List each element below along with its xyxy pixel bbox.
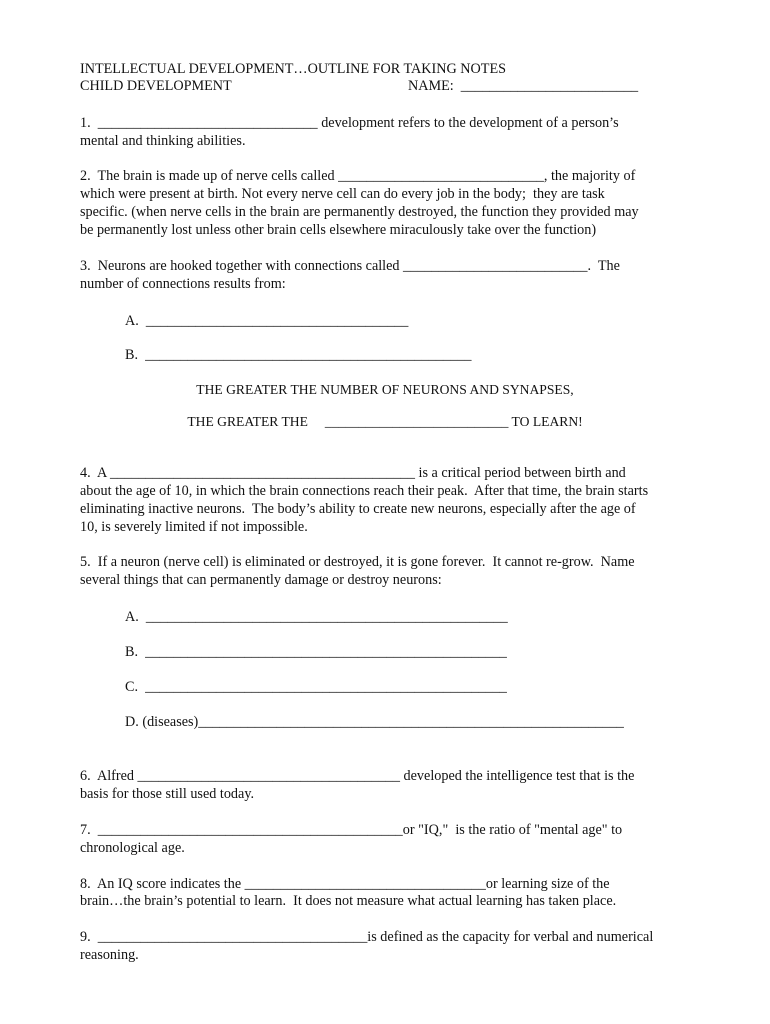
q5-line-1: 5. If a neuron (nerve cell) is eliminated or destroyed, it is gone forever. It cannot re-grow. Name (80, 554, 635, 570)
q3-line-2: number of connections results from: (80, 276, 286, 292)
q3-item-b: B. ______________________________________________ (125, 347, 472, 363)
q6-line-1: 6. Alfred _____________________________________ developed the intelligence test that is the (80, 768, 635, 784)
q9-line-1: 9. ______________________________________is defined as the capacity for verbal and numerical (80, 929, 654, 945)
q4-line-2: about the age of 10, in which the brain connections reach their peak. After that time, the brain starts (80, 483, 649, 499)
q3-item-a: A. _____________________________________ (125, 313, 409, 329)
q1-line-2: mental and thinking abilities. (80, 133, 246, 149)
worksheet-title: INTELLECTUAL DEVELOPMENT…OUTLINE FOR TAKING NOTES (80, 61, 507, 77)
q7-line-2: chronological age. (80, 840, 185, 856)
q4-line-1: 4. A ___________________________________________ is a critical period between birth and (80, 465, 626, 481)
q4-line-3: eliminating inactive neurons. The body’s ability to create new neurons, especially after the age of (80, 501, 636, 517)
q1-line-1: 1. _______________________________ development refers to the development of a person’s (80, 115, 619, 131)
q9-line-2: reasoning. (80, 947, 139, 963)
q2-line-3: specific. (when nerve cells in the brain are permanently destroyed, the function they provided may (80, 204, 639, 220)
q7-line-1: 7. ___________________________________________or "IQ," is the ratio of "mental age" to (80, 822, 623, 838)
q2-line-1: 2. The brain is made up of nerve cells called _____________________________, the majority of (80, 168, 636, 184)
q4-line-4: 10, is severely limited if not impossible. (80, 519, 308, 535)
q8-line-1: 8. An IQ score indicates the __________________________________or learning size of the (80, 876, 610, 892)
callout-line-2: THE GREATER THE ___________________________ TO LEARN! (187, 414, 583, 429)
q5-item-a: A. ___________________________________________________ (125, 609, 508, 625)
name-field-label: NAME: _________________________ (408, 78, 639, 94)
q2-line-4: be permanently lost unless other brain cells elsewhere miraculously take over the function) (80, 222, 597, 238)
q5-line-2: several things that can permanently damage or destroy neurons: (80, 572, 442, 588)
callout-line-1: THE GREATER THE NUMBER OF NEURONS AND SYNAPSES, (196, 382, 574, 397)
course-label: CHILD DEVELOPMENT (80, 78, 232, 94)
q5-item-d: D. (diseases)____________________________________________________________ (125, 714, 624, 730)
q2-line-2: which were present at birth. Not every nerve cell can do every job in the body; they are task (80, 186, 605, 202)
q3-line-1: 3. Neurons are hooked together with connections called __________________________. The (80, 258, 620, 274)
q5-item-b: B. ___________________________________________________ (125, 644, 507, 660)
q8-line-2: brain…the brain’s potential to learn. It does not measure what actual learning has taken place. (80, 893, 617, 909)
q6-line-2: basis for those still used today. (80, 786, 255, 802)
q5-item-c: C. ___________________________________________________ (125, 679, 507, 695)
